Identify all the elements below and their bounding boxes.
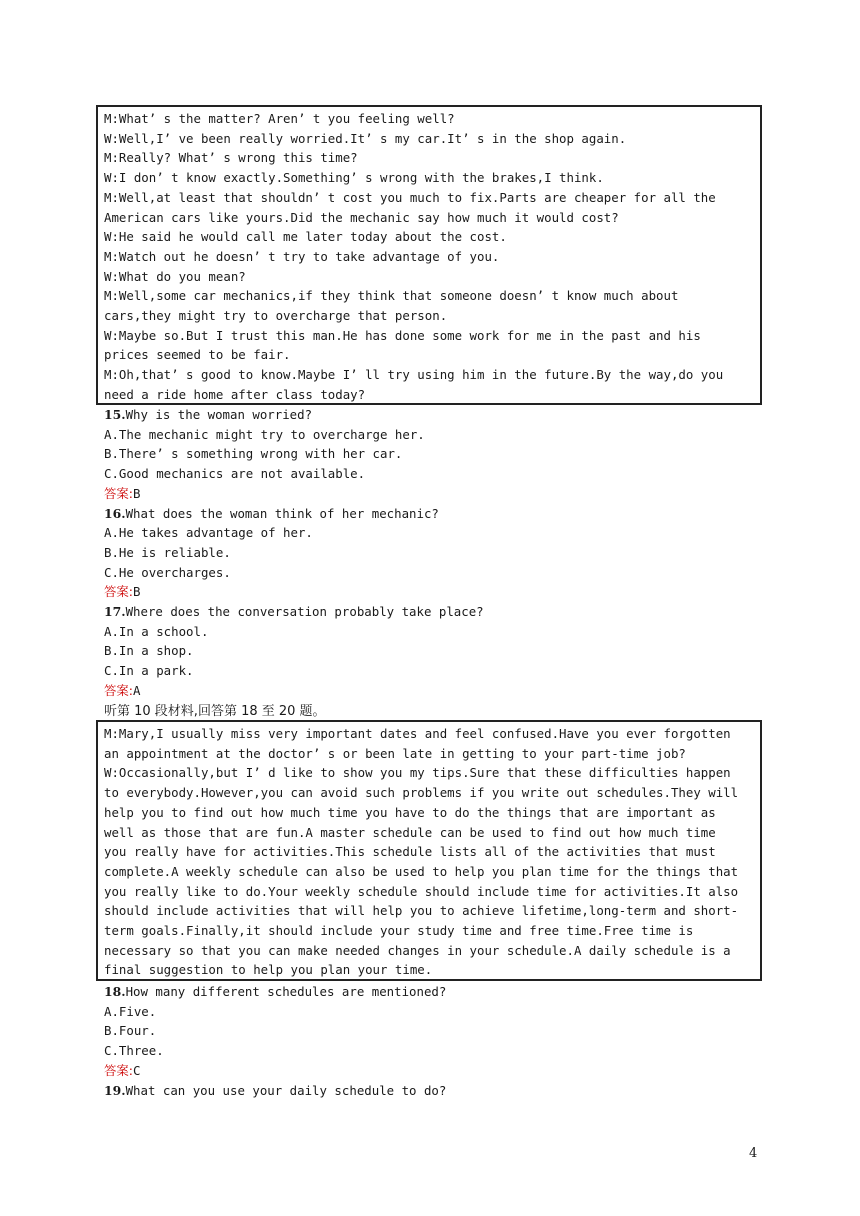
dialogue-line: M:Oh,that’ s good to know.Maybe I’ ll try using him in the future.By the way,do you xyxy=(104,367,724,383)
option: B.There’ s something wrong with her car. xyxy=(104,446,403,462)
question-number: 18. xyxy=(104,984,126,999)
dialogue-line: M:Well,at least that shouldn’ t cost you much to fix.Parts are cheaper for all the xyxy=(104,189,716,205)
dialogue-line: M:Watch out he doesn’ t try to take advantage of you. xyxy=(104,248,500,264)
question-text: What can you use your daily schedule to do? xyxy=(125,1082,447,1098)
dialogue-box-1 xyxy=(96,105,762,405)
question-number: 19. xyxy=(104,1082,126,1098)
option: A.In a school. xyxy=(104,623,209,639)
dialogue-line: cars,they might try to overcharge that person. xyxy=(104,308,448,324)
dialogue-line: American cars like yours.Did the mechanic say how much it would cost? xyxy=(104,209,619,225)
answer-label: 答案: xyxy=(104,682,133,698)
dialogue-line: should include activities that will help you to achieve lifetime,long-term and short- xyxy=(104,903,739,919)
question-19 xyxy=(104,1081,764,1101)
answer-value: B xyxy=(132,485,141,501)
question-16 xyxy=(104,504,764,524)
dialogue-line: M:Really? What’ s wrong this time? xyxy=(104,150,358,166)
option: B.He is reliable. xyxy=(104,544,231,560)
question-18 xyxy=(104,982,764,1002)
dialogue-line: M:What’ s the matter? Aren’ t you feeling well? xyxy=(104,111,455,126)
answer-label: 答案: xyxy=(104,485,133,501)
question-number: 17. xyxy=(104,604,126,620)
answer-label: 答案: xyxy=(104,584,133,600)
dialogue-line: W:I don’ t know exactly.Something’ s wrong with the brakes,I think. xyxy=(104,170,604,186)
dialogue-line: M:Mary,I usually miss very important dates and feel confused.Have you ever forgotten xyxy=(104,726,731,741)
dialogue-box-2 xyxy=(96,720,762,981)
dialogue-line: help you to find out how much time you have to do the things that are important as xyxy=(104,804,716,820)
dialogue-line: W:Maybe so.But I trust this man.He has done some work for me in the past and his xyxy=(104,327,701,343)
dialogue-line: W:What do you mean? xyxy=(104,268,246,284)
option: C.In a park. xyxy=(104,663,194,679)
answer xyxy=(104,1061,764,1081)
section-title: 听第 10 段材料,回答第 18 至 20 题。 xyxy=(104,704,326,719)
question-text: Where does the conversation probably take place? xyxy=(125,604,484,620)
question-group-1 xyxy=(104,405,764,701)
question-number: 15. xyxy=(104,407,126,422)
dialogue-line: prices seemed to be fair. xyxy=(104,347,291,363)
page-number: 4 xyxy=(749,1146,758,1161)
answer-value: C xyxy=(132,1062,141,1078)
dialogue-line: to everybody.However,you can avoid such problems if you write out schedules.They will xyxy=(104,785,739,801)
answer-value: B xyxy=(132,584,141,600)
question-15 xyxy=(104,405,764,425)
answer-value: A xyxy=(132,682,141,698)
question-text: What does the woman think of her mechanic? xyxy=(125,505,439,521)
option: C.Good mechanics are not available. xyxy=(104,466,366,482)
question-number: 16. xyxy=(104,505,126,521)
dialogue-line: necessary so that you can make needed changes in your schedule.A daily schedule is a xyxy=(104,942,731,958)
option: C.Three. xyxy=(104,1043,164,1059)
answer xyxy=(104,484,764,504)
dialogue-line: well as those that are fun.A master schedule can be used to find out how much time xyxy=(104,824,716,840)
question-group-2 xyxy=(104,982,764,1100)
option: A.Five. xyxy=(104,1003,157,1019)
dialogue-line: you really like to do.Your weekly schedule should include time for activities.It also xyxy=(104,883,739,899)
answer-label: 答案: xyxy=(104,1062,133,1078)
question-text: How many different schedules are mentioned? xyxy=(125,984,447,999)
dialogue-line: W:He said he would call me later today about the cost. xyxy=(104,229,507,245)
option: A.He takes advantage of her. xyxy=(104,525,313,541)
dialogue-line: need a ride home after class today? xyxy=(104,386,366,402)
option: C.He overcharges. xyxy=(104,564,231,580)
question-17 xyxy=(104,602,764,622)
dialogue-line: you really have for activities.This schedule lists all of the activities that must xyxy=(104,844,716,860)
dialogue-line: complete.A weekly schedule can also be used to help you plan time for the things that xyxy=(104,863,739,879)
dialogue-line: W:Well,I’ ve been really worried.It’ s my car.It’ s in the shop again. xyxy=(104,130,627,146)
dialogue-line: an appointment at the doctor’ s or been late in getting to your part-time job? xyxy=(104,745,686,761)
dialogue-line: final suggestion to help you plan your time. xyxy=(104,962,433,978)
answer xyxy=(104,681,764,701)
dialogue-line: term goals.Finally,it should include your study time and free time.Free time is xyxy=(104,923,694,939)
answer xyxy=(104,582,764,602)
question-text: Why is the woman worried? xyxy=(125,407,313,422)
option: B.Four. xyxy=(104,1023,157,1039)
option: B.In a shop. xyxy=(104,643,194,659)
dialogue-line: W:Occasionally,but I’ d like to show you my tips.Sure that these difficulties happen xyxy=(104,765,731,781)
option: A.The mechanic might try to overcharge her. xyxy=(104,426,425,442)
dialogue-line: M:Well,some car mechanics,if they think that someone doesn’ t know much about xyxy=(104,288,679,304)
